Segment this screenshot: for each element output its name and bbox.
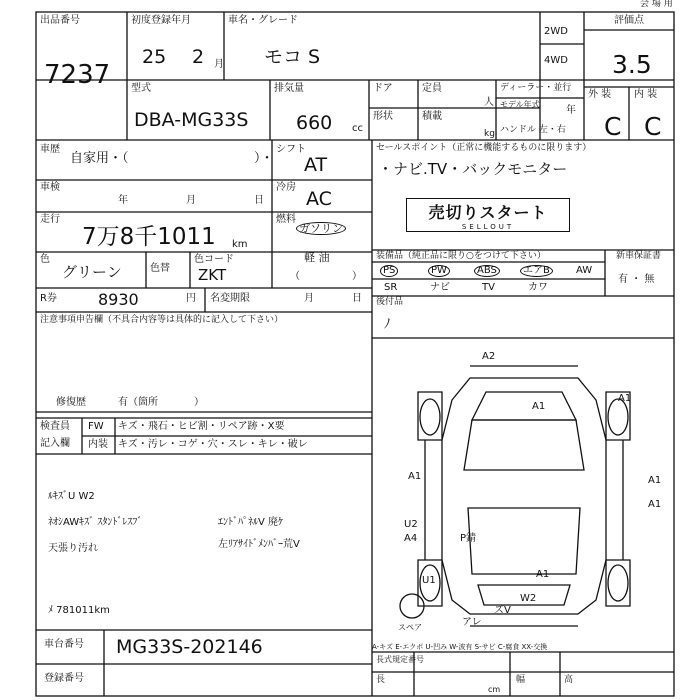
fuel-diesel: 軽 油 [304, 251, 330, 264]
fuel-gasoline-circled: ガソリン [296, 222, 346, 235]
equipment-pw: PW [428, 265, 450, 277]
mileage-unit: km [232, 239, 248, 250]
displacement-label: 排気量 [274, 83, 304, 94]
first-reg-month: 2 [192, 46, 205, 68]
warranty-label: 新車保証書 [616, 251, 662, 261]
mark-p-rust: P錆 [460, 533, 477, 544]
equipment-aw: AW [576, 265, 593, 276]
mark-a1-left: A1 [408, 471, 422, 482]
color-code-value: ZKT [198, 266, 227, 284]
inspector-interior: 内装 [88, 439, 108, 450]
displacement-value: 660 [296, 112, 333, 134]
fuel-paren-open: （ [290, 271, 300, 282]
dims-length: 長 [376, 675, 386, 685]
note-line-5: 左ﾘｱｻｲﾄﾞﾒﾝﾊﾞｰ荒V [218, 539, 300, 550]
interior-label: 内 装 [634, 89, 658, 100]
note-line-2: ﾈｵｼAWｷｽﾞ ｽﾀﾝﾄﾞﾚｽﾌﾞ [48, 517, 143, 528]
first-reg-year: 25 [142, 46, 167, 68]
repair-history-label: 修復歴 [56, 397, 86, 408]
capacity-unit: 人 [484, 97, 494, 108]
displacement-unit: cc [352, 123, 363, 134]
dealer-label: ディーラー・並行 [500, 83, 572, 93]
mark-are: アレ [462, 617, 482, 628]
first-reg-month-unit: 月 [214, 59, 224, 70]
inspector-label-2: 記入欄 [40, 438, 70, 449]
mark-a1-rf-fender: A1 [618, 393, 632, 404]
exterior-grade: C [604, 112, 622, 141]
drive-4wd: 4WD [544, 55, 568, 66]
sellout-stamp [406, 198, 570, 232]
lot-number: 7237 [44, 60, 111, 90]
shift-value: AT [304, 154, 328, 176]
inspection-label: 車検 [40, 182, 60, 193]
note-line-6: ﾒ 781011km [48, 605, 110, 616]
model-code-value: DBA-MG33S [134, 109, 249, 131]
note-line-3: ｴﾝﾄﾞﾊﾟﾈﾙV 廃ｹ [218, 517, 284, 528]
color-label: 色 [40, 254, 50, 265]
fuel-paren-close: ） [352, 271, 362, 282]
sellout-en: SELLOUT [461, 223, 515, 231]
inspector-label-1: 検査員 [40, 421, 70, 432]
rating-label: 評価点 [614, 15, 644, 26]
warranty-value: 有 ・ 無 [618, 274, 655, 285]
shift-label: シフト [276, 144, 306, 155]
mileage-value: 7万8千1011 [82, 224, 216, 250]
outer-border [36, 12, 674, 696]
drive-2wd: 2WD [544, 26, 568, 37]
recycle-label: R券 [40, 293, 57, 304]
note-line-1: ﾙｷｽﾞU W2 [48, 491, 95, 502]
mark-w2: W2 [520, 593, 537, 604]
name-change-month: 月 [304, 293, 314, 304]
history-value: 自家用・（ [70, 151, 129, 166]
mark-a1-hood: A1 [532, 401, 546, 412]
car-diagram [400, 366, 630, 626]
sales-points-label: セールスポイント（正常に機能するものに限ります） [376, 143, 592, 153]
mark-a1-right-2: A1 [648, 499, 662, 510]
color-value: グリーン [62, 263, 122, 281]
name-change-day: 日 [352, 293, 362, 304]
equipment-navi: ナビ [430, 282, 450, 293]
equipment-sr: SR [384, 282, 398, 293]
name-change-label: 名変期限 [210, 293, 250, 304]
inspector-fw: FW [88, 421, 104, 432]
aircon-label: 冷房 [276, 182, 296, 193]
exterior-label: 外 装 [588, 89, 612, 100]
aircon-value: AC [306, 188, 332, 210]
model-year-unit: 年 [566, 105, 576, 116]
mark-a4: A4 [404, 533, 418, 544]
sales-points-value: ・ナビ.TV・バックモニター [378, 160, 568, 178]
mark-u2: U2 [404, 519, 418, 530]
recycle-value: 8930 [98, 290, 139, 309]
capacity-label: 定員 [422, 83, 442, 94]
chassis-label: 車台番号 [44, 639, 84, 650]
model-year-label: モデル年式 [500, 100, 540, 109]
door-label: ドア [373, 83, 393, 94]
equipment-label: 装備品（純正品に限り○をつけて下さい） [376, 251, 546, 261]
dims-width: 幅 [516, 675, 526, 685]
first-reg-label: 初度登録年月 [131, 15, 191, 26]
mark-a1-rear: A1 [536, 569, 550, 580]
color-code-label: 色コード [194, 254, 234, 265]
sellout-jp: 売切りスタート [428, 203, 548, 222]
registration-label: 登録番号 [44, 673, 84, 684]
equipment-airbag: エアB [520, 265, 553, 277]
repair-history-close: ） [194, 397, 204, 408]
equipment-ps: PS [380, 265, 398, 277]
handle-label: ハンドル 左・右 [500, 125, 566, 135]
inspector-fw-items: キズ・飛石・ヒビ割・リペア跡・X要 [118, 421, 285, 432]
interior-grade: C [644, 112, 662, 141]
equipment-tv: TV [482, 282, 495, 293]
equipment-abs: ABS [474, 265, 500, 277]
mark-a2: A2 [482, 351, 496, 362]
fuel-label: 燃料 [276, 214, 296, 225]
after-install-value: ﾉ [384, 317, 391, 332]
mark-u1: U1 [422, 575, 436, 586]
repair-history-value: 有（箇所 [118, 397, 158, 408]
model-name-label: 車名・グレード [228, 15, 298, 26]
load-label: 積載 [422, 111, 442, 122]
load-unit: kg [484, 129, 495, 139]
spare-label: スペア [398, 623, 422, 632]
rating-value: 3.5 [612, 50, 652, 79]
model-name-value: モコ S [264, 46, 321, 68]
equipment-leather: カワ [528, 282, 548, 293]
inspection-month: 月 [186, 195, 196, 206]
history-label: 車歴 [40, 144, 60, 155]
inspection-day: 日 [254, 195, 264, 206]
dims-height: 高 [564, 675, 574, 685]
dims-length-cm: cm [488, 685, 501, 694]
inspector-interior-items: キズ・汚レ・コゲ・穴・スレ・キレ・破レ [118, 439, 308, 450]
mark-a1-right-1: A1 [648, 475, 662, 486]
after-install-label: 後付品 [376, 297, 404, 307]
note-line-4: 天張り汚れ [48, 543, 98, 554]
damage-legend: A-キズ E-エクボ U-凹み W-波有 S-サビ C-腐食 XX-交換 [372, 643, 548, 651]
top-right-label: 会 場 用 [640, 0, 673, 9]
mileage-label: 走行 [40, 214, 60, 225]
chassis-value: MG33S-202146 [116, 636, 263, 658]
history-close: ）・ [254, 151, 274, 166]
dims-label: 長式規定番号 [376, 655, 424, 664]
mark-zu-v: ズV [494, 605, 511, 616]
lot-label: 出品番号 [40, 15, 80, 26]
repaint-label: 色替 [150, 263, 170, 274]
notes-label: 注意事項申告欄（不具合内容等は具体的に記入して下さい） [40, 315, 284, 325]
model-code-label: 型式 [131, 83, 151, 94]
recycle-unit: 円 [186, 293, 196, 304]
shape-label: 形状 [373, 111, 393, 122]
inspection-year: 年 [118, 195, 128, 206]
